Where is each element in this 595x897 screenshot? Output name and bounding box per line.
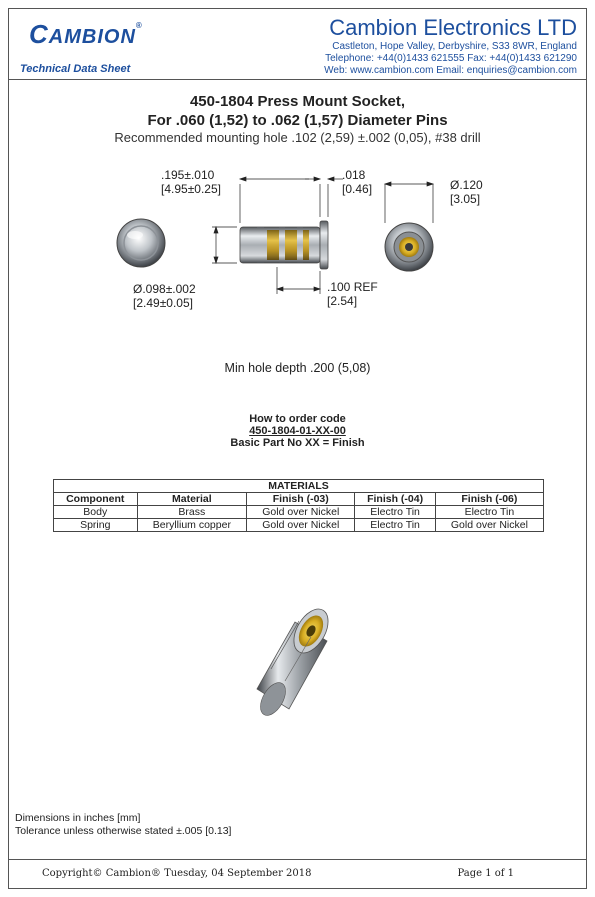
order-code-heading: How to order code (249, 413, 346, 425)
dim-body-diameter-inch: Ø.098±.002 (133, 282, 196, 296)
table-cell: Electro Tin (435, 506, 543, 519)
dim-body-diameter-mm: [2.49±0.05] (133, 296, 193, 310)
dim-head-diameter-mm: [3.05] (450, 192, 481, 206)
logo-initial: C (29, 19, 49, 49)
product-title-line1: 450-1804 Press Mount Socket, (189, 93, 406, 110)
table-row (54, 506, 544, 519)
company-address: Castleton, Hope Valley, Derbyshire, S33 8WR, England (332, 41, 577, 52)
column-header: Finish (-06) (435, 493, 543, 506)
footer-divider (9, 859, 586, 860)
table-cell: Beryllium copper (137, 519, 247, 532)
materials-table (53, 479, 544, 532)
logo-text: AMBION (48, 26, 136, 48)
copyright: Copyright© Cambion® Tuesday, 04 September 2018 (42, 868, 312, 879)
column-header: Finish (-03) (247, 493, 355, 506)
units-note: Dimensions in inches [mm] (15, 812, 141, 824)
table-row (54, 519, 544, 532)
logo-registered-mark: ® (135, 21, 143, 30)
page-number: Page 1 of 1 (457, 868, 514, 879)
mounting-hole-spec: Recommended mounting hole .102 (2,59) ±.002 (0,05), #38 drill (114, 130, 481, 145)
dim-length-inch: .195±.010 (161, 168, 215, 182)
dim-head-diameter-inch: Ø.120 (450, 178, 483, 192)
tolerance-note: Tolerance unless otherwise stated ±.005 [0.13] (15, 825, 232, 837)
table-cell: Electro Tin (355, 506, 435, 519)
dim-length-mm: [4.95±0.25] (161, 182, 221, 196)
column-header: Material (137, 493, 247, 506)
order-code-block (9, 413, 586, 449)
socket-end-view-right (385, 223, 433, 271)
table-cell: Gold over Nickel (435, 519, 543, 532)
dim-ref-inch: .100 REF (327, 280, 378, 294)
table-cell: Gold over Nickel (247, 506, 355, 519)
dim-flange-mm: [0.46] (342, 182, 373, 196)
company-name: Cambion Electronics LTD (329, 15, 577, 40)
order-code: 450-1804-01-XX-00 (249, 425, 346, 437)
company-web: Web: www.cambion.com Email: enquiries@cambion.com (324, 65, 577, 76)
table-cell: Electro Tin (355, 519, 435, 532)
technical-drawing (9, 9, 588, 890)
materials-title: MATERIALS (54, 480, 544, 493)
materials-header-row (54, 493, 544, 506)
dim-head-diameter (450, 178, 483, 206)
socket-end-view-left (117, 219, 165, 267)
dim-flange-inch: .018 (342, 168, 366, 182)
table-cell: Spring (54, 519, 138, 532)
dimension-notes (15, 812, 231, 838)
dim-ref (327, 280, 378, 308)
table-cell: Gold over Nickel (247, 519, 355, 532)
company-phone: Telephone: +44(0)1433 621555 Fax: +44(0)1433 621290 (325, 53, 577, 64)
min-hole-depth: Min hole depth .200 (5,08) (224, 361, 371, 375)
document-type: Technical Data Sheet (20, 63, 131, 75)
dim-ref-mm: [2.54] (327, 294, 358, 308)
dim-length (161, 168, 221, 196)
dim-flange (342, 168, 372, 196)
product-title-line2: For .060 (1,52) to .062 (1,57) Diameter Pins (147, 112, 448, 129)
column-header: Component (54, 493, 138, 506)
socket-side-view (240, 221, 328, 269)
order-code-note: Basic Part No XX = Finish (230, 437, 365, 449)
table-cell: Body (54, 506, 138, 519)
socket-isometric-view (255, 603, 335, 719)
table-cell: Brass (137, 506, 247, 519)
datasheet-page (8, 8, 587, 889)
dim-body-diameter (133, 282, 196, 310)
column-header: Finish (-04) (355, 493, 435, 506)
